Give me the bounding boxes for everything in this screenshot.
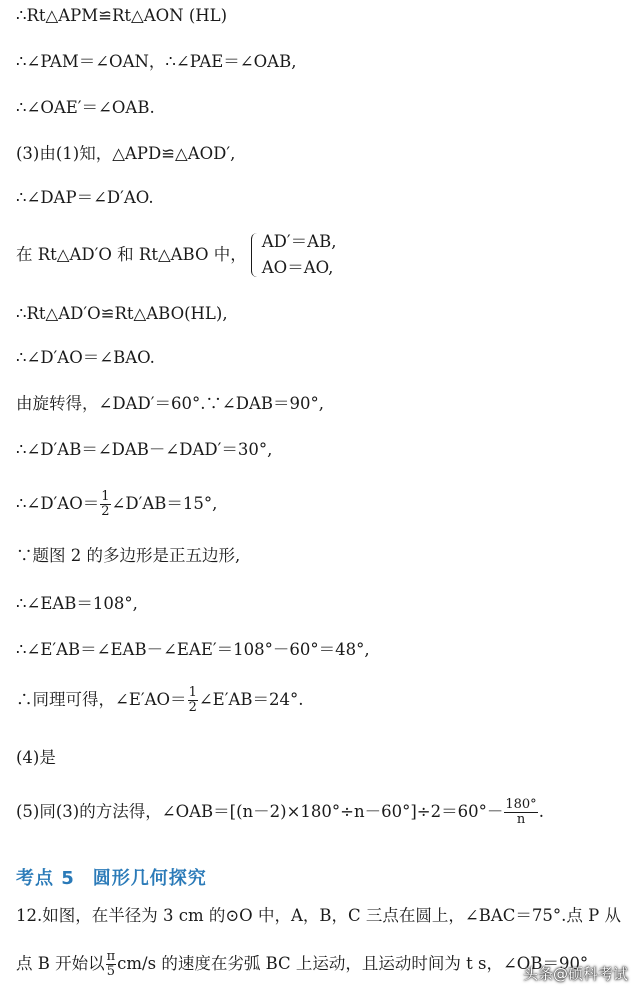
proof-line: ∴∠OAE′＝∠OAB. — [16, 98, 155, 117]
system-equation-1: AD′＝AB, — [261, 232, 337, 251]
problem-line-prefix: 点 B 开始以 — [16, 954, 105, 973]
left-brace — [251, 233, 260, 277]
denominator: 2 — [188, 699, 197, 715]
proof-line: 由旋转得，∠DAD′＝60°.∵∠DAB＝90°, — [16, 394, 325, 413]
fraction-line — [16, 680, 630, 720]
proof-line: ∴∠E′AB＝∠EAB－∠EAE′＝108°－60°＝48°, — [16, 640, 370, 659]
fraction-line-suffix: ∠D′AB＝15°, — [111, 494, 218, 513]
denominator: n — [516, 811, 526, 827]
denominator: 5 — [106, 963, 116, 979]
equation-system — [247, 229, 337, 281]
proof-line: ∴∠EAB＝108°, — [16, 594, 138, 613]
problem-line-suffix: cm/s 的速度在劣弧 BC 上运动，且运动时间为 t s，∠OB＝90° — [117, 954, 589, 973]
section-heading — [16, 864, 207, 890]
section-label: 考点 5 — [16, 868, 75, 889]
equation-system-line — [16, 229, 630, 281]
proof-line: ∴∠PAM＝∠OAN，∴∠PAE＝∠OAB, — [16, 52, 297, 71]
section-title: 圆形几何探究 — [92, 868, 207, 889]
proof-line: ∴∠DAP＝∠D′AO. — [16, 188, 154, 207]
numerator: 180° — [505, 796, 537, 812]
numerator: 1 — [101, 488, 110, 504]
fraction-line — [16, 790, 630, 834]
proof-line: ∴∠D′AO＝∠BAO. — [16, 348, 155, 367]
fraction-line-prefix: ∴同理可得，∠E′AO＝ — [16, 690, 187, 709]
fraction-line-suffix: . — [538, 802, 544, 821]
denominator: 2 — [101, 503, 110, 519]
fraction-line-prefix: (5)同(3)的方法得，∠OAB＝[(n－2)×180°÷n－60°]÷2＝60°－ — [16, 802, 504, 821]
fraction — [188, 686, 198, 715]
system-prefix: 在 Rt△AD′O 和 Rt△ABO 中， — [16, 245, 247, 264]
proof-line: ∴Rt△APM≌Rt△AON (HL) — [16, 6, 228, 25]
fraction-line-prefix: ∴∠D′AO＝ — [16, 494, 100, 513]
proof-line: ∵题图 2 的多边形是正五边形, — [16, 546, 241, 565]
numerator: 1 — [188, 684, 197, 700]
fraction-line-suffix: ∠E′AB＝24°. — [198, 690, 304, 709]
proof-line: (3)由(1)知，△APD≌△AOD′, — [16, 144, 236, 163]
fraction — [504, 798, 537, 827]
problem-line: 12.如图，在半径为 3 cm 的⊙O 中，A，B，C 三点在圆上，∠BAC＝75°.点 P 从 — [16, 906, 621, 925]
fraction — [106, 950, 117, 979]
watermark: 头条@硕科考试 — [522, 965, 628, 983]
proof-line: ∴∠D′AB＝∠DAB－∠DAD′＝30°, — [16, 440, 273, 459]
fraction-line — [16, 484, 630, 524]
proof-line: (4)是 — [16, 748, 56, 767]
numerator: π — [106, 948, 116, 964]
system-equation-2: AO＝AO, — [261, 258, 334, 277]
proof-line: ∴Rt△AD′O≌Rt△ABO(HL), — [16, 304, 228, 323]
fraction — [100, 490, 110, 519]
